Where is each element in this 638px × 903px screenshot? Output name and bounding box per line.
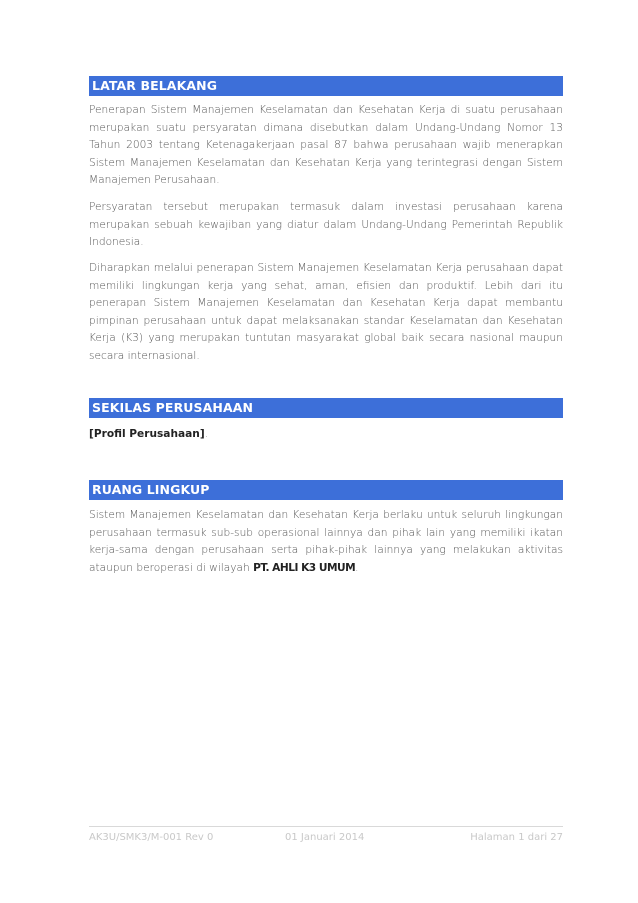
- footer-divider: [89, 826, 563, 827]
- footer-page-number: Halaman 1 dari 27: [470, 832, 563, 843]
- latar-belakang-paragraph-3: Diharapkan melalui penerapan Sistem Manajemen Keselamatan Kerja perusahaan dapat memiliki lingkungan kerja yang sehat, aman, efisien dan produktif. Lebih dari itu penerapan Sistem Manajemen Keselamatan dan Kesehatan Kerja dapat membantu pimpinan perusahaan untuk dapat melaksanakan standar Keselamatan dan Kesehatan Kerja (K3) yang merupakan tuntutan masyarakat global baik secara nasional maupun secara internasional.: [89, 262, 563, 362]
- section-header-latar-belakang: LATAR BELAKANG: [89, 76, 563, 96]
- latar-belakang-paragraph-1: Penerapan Sistem Manajemen Keselamatan dan Kesehatan Kerja di suatu perusahaan merupakan suatu persyaratan dimana disebutkan dalam Undang-Undang Nomor 13 Tahun 2003 tentang Ketenagakerjaan pasal 87 bahwa perusahaan wajib menerapkan Sistem Manajemen Keselamatan dan Kesehatan Kerja yang terintegrasi dengan Sistem Manajemen Perusahaan.: [89, 104, 563, 187]
- ruang-lingkup-paragraph: [89, 507, 563, 577]
- company-profile-paragraph: [89, 426, 563, 444]
- company-name: PT. AHLI K3 UMUM: [253, 561, 356, 574]
- document-page: [89, 0, 563, 903]
- latar-belakang-paragraph-2: Persyaratan tersebut merupakan termasuk dalam investasi perusahaan karena merupakan sebuah kewajiban yang diatur dalam Undang-Undang Pemerintah Republik Indonesia.: [89, 201, 563, 249]
- ruang-lingkup-end: .: [355, 561, 359, 574]
- company-profile-suffix: .: [204, 428, 209, 440]
- ruang-lingkup-text: Sistem Manajemen Keselamatan dan Kesehatan Kerja berlaku untuk seluruh lingkungan perusahaan termasuk sub-sub operasional lainnya dan pihak lain yang memiliki ikatan kerja-sama dengan perusahaan serta pihak-pihak lainnya yang melakukan aktivitas ataupun beroperasi di wilayah: [89, 509, 563, 574]
- footer-doc-code: AK3U/SMK3/M-001 Rev 0: [89, 832, 214, 843]
- section-header-sekilas-perusahaan: SEKILAS PERUSAHAAN: [89, 398, 563, 418]
- section-header-ruang-lingkup: RUANG LINGKUP: [89, 480, 563, 500]
- footer-date: 01 Januari 2014: [285, 832, 365, 843]
- company-profile-placeholder: [Profil Perusahaan]: [89, 428, 205, 440]
